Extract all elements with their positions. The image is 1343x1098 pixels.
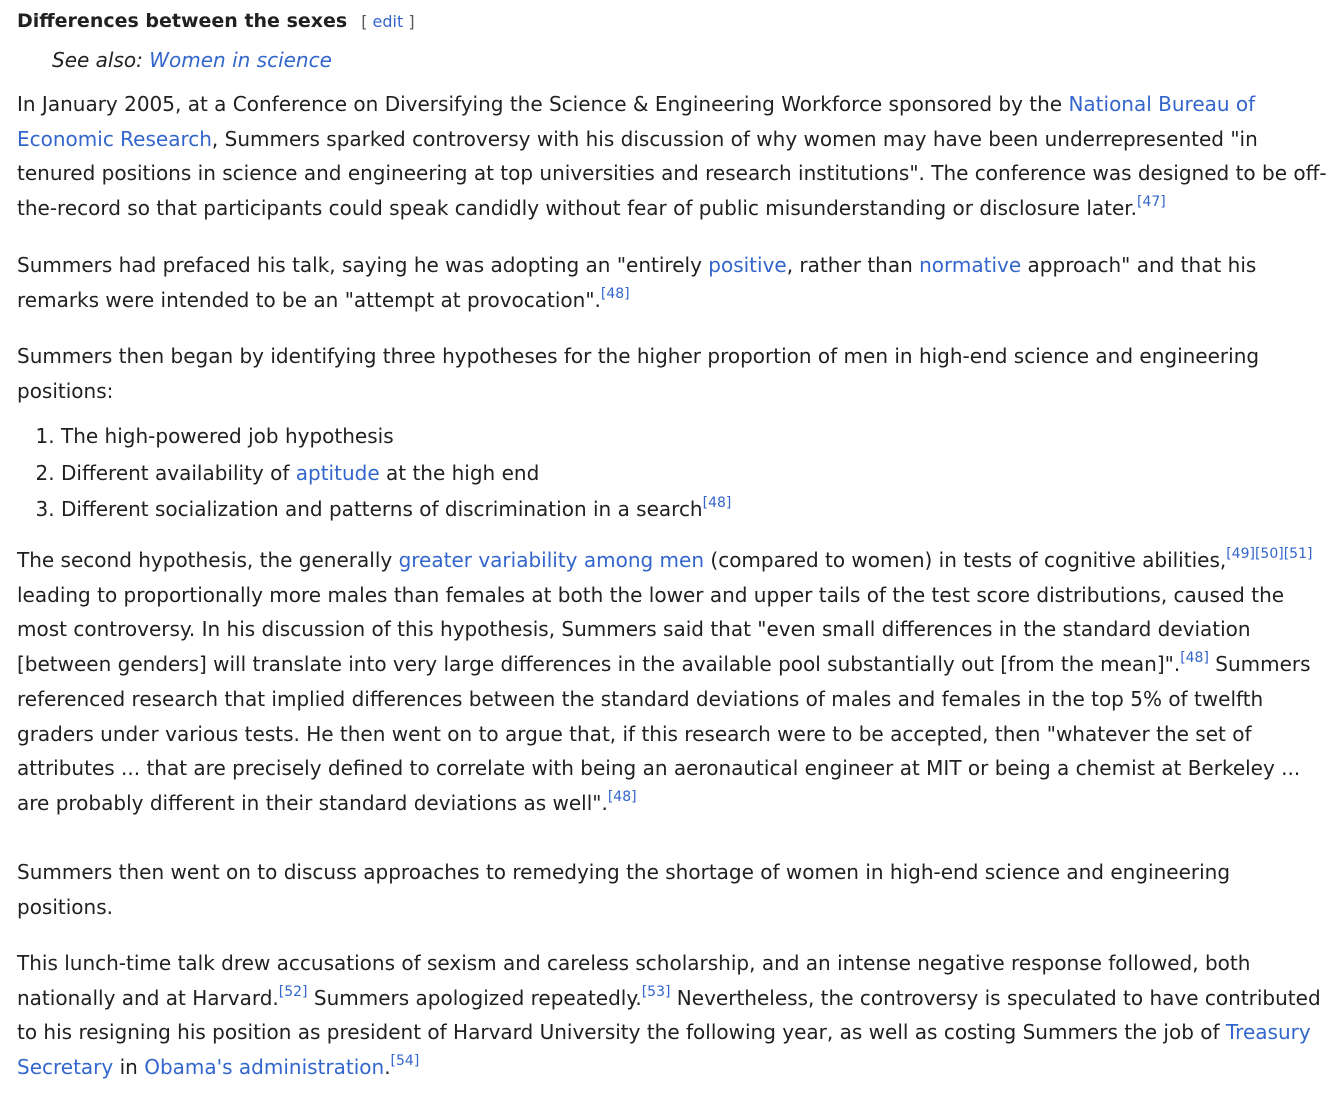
text-run: Summers apologized repeatedly. bbox=[307, 985, 642, 1010]
text-run: Summers had prefaced his talk, saying he was adopting an "entirely bbox=[17, 253, 709, 277]
citation-50[interactable]: [50] bbox=[1254, 546, 1284, 562]
text-run: , rather than bbox=[786, 253, 920, 277]
edit-section bbox=[361, 12, 414, 31]
list-item bbox=[61, 491, 1343, 528]
citation-47[interactable]: [47] bbox=[1137, 194, 1166, 211]
paragraph-second-hypothesis bbox=[17, 543, 1329, 821]
section-heading bbox=[17, 8, 415, 35]
citation-54[interactable]: [54] bbox=[390, 1053, 420, 1070]
edit-bracket-open: [ bbox=[361, 12, 373, 31]
text-run: Different availability of bbox=[61, 460, 296, 485]
text-run: at the high end bbox=[379, 460, 540, 485]
aptitude-link[interactable]: aptitude bbox=[295, 460, 380, 485]
see-also-prefix: See also: bbox=[52, 48, 150, 72]
text-run: , Summers sparked controversy with his discussion of why women may have been underrepresented "in tenured positions in science and engineering at top universities and research institutions". The conference was designed to be off-the-record so that participants could speak candidly without fear of public misunderstanding or disclosure later. bbox=[17, 126, 1327, 221]
text-run: This lunch-time talk drew accusations of sexism and careless scholarship, and an intense negative response followed, both nationally and at Harvard. bbox=[17, 951, 1251, 1010]
citation-48[interactable]: [48] bbox=[702, 495, 732, 511]
text-run: . bbox=[384, 1055, 391, 1080]
variability-link[interactable]: greater variability among men bbox=[398, 548, 705, 572]
text-run: Summers then began by identifying three hypotheses for the higher proportion of men in high-end science and engineering positions: bbox=[17, 344, 1260, 403]
paragraph-hypotheses bbox=[17, 339, 1329, 408]
text-run: Summers referenced research that implied differences between the standard deviations of males and females in the top 5% of twelfth graders under various tests. He then went on to argue that, if this research were to be accepted, then "whatever the set of attributes ... that are precisely defined to correlate with being an aeronautical engineer at MIT or being a chemist at Berkeley ... are probably different in their standard deviations as well". bbox=[17, 652, 1311, 815]
paragraph-conference bbox=[17, 87, 1329, 226]
citation-52[interactable]: [52] bbox=[278, 983, 308, 1000]
treasury-secretary-link[interactable]: Treasury Secretary bbox=[17, 1020, 1311, 1080]
text-run: Summers then went on to discuss approaches to remedying the shortage of women in high-end science and engineering positions. bbox=[17, 860, 1231, 919]
obama-administration-link[interactable]: Obama's administration bbox=[144, 1055, 385, 1080]
text-run: In January 2005, at a Conference on Diversifying the Science & Engineering Workforce sponsored by the bbox=[17, 92, 1069, 116]
text-run: in bbox=[113, 1055, 145, 1080]
edit-link[interactable]: edit bbox=[372, 12, 404, 31]
hypotheses-list bbox=[17, 418, 1343, 528]
citation-49[interactable]: [49] bbox=[1226, 546, 1255, 562]
paragraph-remedies bbox=[17, 855, 1329, 924]
normative-link[interactable]: normative bbox=[919, 253, 1022, 277]
women-in-science-link[interactable]: Women in science bbox=[149, 48, 332, 72]
text-run: approach" and that his remarks were intended to be an "attempt at provocation". bbox=[17, 253, 1257, 312]
citation-53[interactable]: [53] bbox=[641, 983, 671, 1000]
citation-48[interactable]: [48] bbox=[600, 285, 630, 302]
citation-48[interactable]: [48] bbox=[1180, 650, 1209, 667]
citation-51[interactable]: [51] bbox=[1283, 546, 1313, 562]
text-run: (compared to women) in tests of cognitive abilities, bbox=[704, 548, 1227, 572]
text-run: The second hypothesis, the generally bbox=[17, 548, 399, 572]
list-item bbox=[61, 455, 1343, 492]
see-also-hatnote bbox=[52, 47, 332, 73]
list-item bbox=[61, 418, 1343, 455]
text-run: Nevertheless, the controversy is speculated to have contributed to his resigning his position as president of Harvard University the following year, as well as costing Summers the job of bbox=[17, 985, 1321, 1045]
citation-48[interactable]: [48] bbox=[607, 788, 637, 805]
nber-link[interactable]: National Bureau of Economic Research bbox=[17, 92, 1256, 151]
paragraph-response bbox=[17, 946, 1329, 1085]
text-run: Different socialization and patterns of discrimination in a search bbox=[61, 497, 703, 521]
positive-link[interactable]: positive bbox=[708, 253, 787, 277]
paragraph-preface bbox=[17, 248, 1329, 317]
edit-bracket-close: ] bbox=[403, 12, 415, 31]
text-run: The high-powered job hypothesis bbox=[61, 424, 394, 448]
section-title: Differences between the sexes bbox=[17, 10, 348, 32]
text-run: leading to proportionally more males than females at both the lower and upper tails of the test score distributions, caused the most controversy. In his discussion of this hypothesis, Summers said that "even small differences in the standard deviation [between genders] will translate into very large differences in the available pool substantially out [from the mean]". bbox=[17, 582, 1285, 677]
